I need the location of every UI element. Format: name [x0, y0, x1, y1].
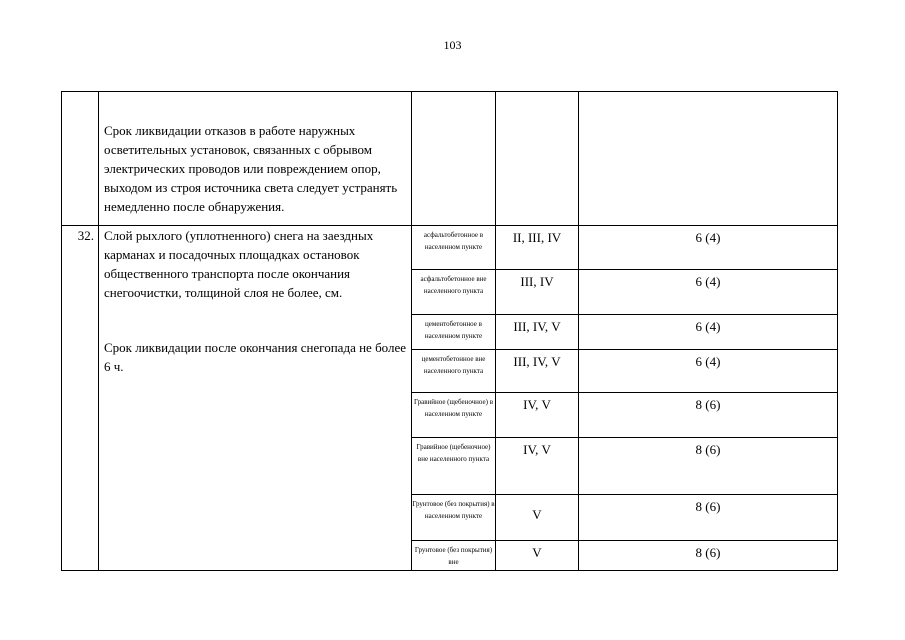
surface-cell: цементобетонное вне населенного пункта: [412, 350, 496, 393]
surface-cell: Гравийное (щебеночное) в населенном пункте: [412, 393, 496, 438]
surface-cell: [412, 92, 496, 226]
surface-cell: асфальтобетонное вне населенного пункта: [412, 270, 496, 315]
surface-cell: Грунтовое (без покрытия) в населенном пункте: [412, 495, 496, 541]
category-cell: III, IV: [496, 270, 579, 315]
table-row: [62, 226, 838, 270]
row-number-cell: [62, 92, 99, 226]
category-cell: III, IV, V: [496, 315, 579, 350]
value-cell: 6 (4): [579, 350, 838, 393]
category-cell: IV, V: [496, 438, 579, 495]
value-cell: 6 (4): [579, 226, 838, 270]
description-cell: [99, 92, 412, 226]
page-number: 103: [443, 38, 462, 52]
value-cell: 6 (4): [579, 315, 838, 350]
category-cell: [496, 92, 579, 226]
category-cell: V: [496, 541, 579, 571]
value-cell: 8 (6): [579, 393, 838, 438]
table-row: [62, 92, 838, 226]
category-cell: V: [496, 495, 579, 541]
surface-cell: цементобетонное в населенном пункте: [412, 315, 496, 350]
item-description: Слой рыхлого (уплотненного) снега на заездных карманах и посадочных площадках остановок общественного транспорта после окончания снегоочистки, толщиной слоя не более, см.: [104, 228, 374, 300]
description-cell: [99, 226, 412, 571]
value-cell: 8 (6): [579, 541, 838, 571]
surface-cell: асфальтобетонное в населенном пункте: [412, 226, 496, 270]
item-deadline: Срок ликвидации после окончания снегопада не более 6 ч.: [104, 340, 407, 374]
surface-cell: Грунтовое (без покрытия) вне: [412, 541, 496, 571]
value-cell: 8 (6): [579, 438, 838, 495]
surface-cell: Гравийное (щебеночное) вне населенного пункта: [412, 438, 496, 495]
row-number-cell: 32.: [62, 226, 99, 571]
continuation-text: Срок ликвидации отказов в работе наружных осветительных установок, связанных с обрывом электрических проводов или повреждением опор, выходом из строя источника света следует устранять немедленно после обнаружения.: [104, 123, 398, 214]
category-cell: IV, V: [496, 393, 579, 438]
value-cell: [579, 92, 838, 226]
requirements-table: [61, 91, 838, 571]
value-cell: 8 (6): [579, 495, 838, 541]
value-cell: 6 (4): [579, 270, 838, 315]
category-cell: II, III, IV: [496, 226, 579, 270]
category-cell: III, IV, V: [496, 350, 579, 393]
